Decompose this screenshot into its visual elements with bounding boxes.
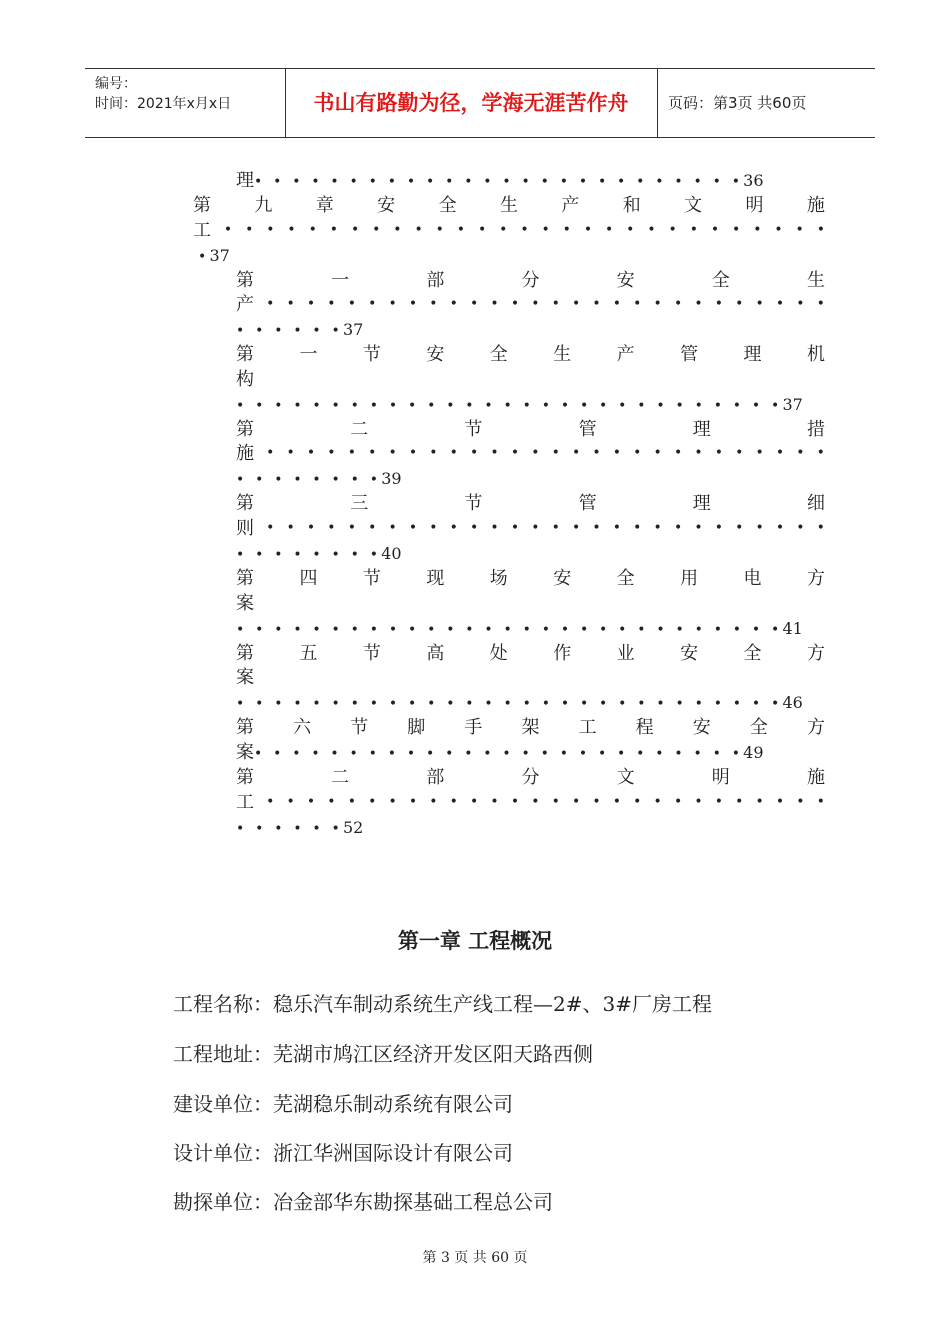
- toc-line: [236, 491, 825, 516]
- toc-leader-dot: •: [694, 445, 703, 461]
- toc-char: 方: [806, 568, 825, 589]
- toc-leader-dot: •: [668, 222, 677, 238]
- toc-char: 三: [350, 493, 369, 514]
- page-footer: 第 3 页 共 60 页: [422, 1250, 528, 1266]
- toc-char: 安: [680, 643, 699, 664]
- toc-leader-dot: •: [327, 520, 336, 536]
- toc-leader-dot: •: [755, 794, 764, 810]
- toc-leader-dots: • • • • • •: [236, 821, 343, 837]
- toc-char: 手: [464, 717, 483, 738]
- toc-leader-dots: • • • • • • • • • • • • • • • • • • • • • • • • • •: [254, 746, 744, 762]
- toc-char: 一: [299, 344, 318, 365]
- toc-char: 生: [806, 270, 825, 291]
- toc-char: 全: [749, 717, 768, 738]
- design-unit: 设计单位：浙江华洲国际设计有限公司: [173, 1141, 513, 1165]
- chapter-title: 第一章 工程概况: [397, 929, 553, 953]
- toc-leader-dot: •: [490, 520, 499, 536]
- toc-leader-dot: •: [653, 296, 662, 312]
- toc-leader-dot: •: [266, 445, 275, 461]
- toc-leader-dot: •: [456, 222, 466, 238]
- toc-leader-dot: •: [775, 520, 785, 536]
- toc-leader-dot: •: [673, 445, 683, 461]
- toc-char: 文: [616, 767, 635, 788]
- project-name: 工程名称：稳乐汽车制动系统生产线工程—2#、3#厂房工程: [173, 992, 712, 1016]
- toc-leader-dot: •: [449, 520, 458, 536]
- toc-leader-dot: •: [372, 222, 381, 238]
- toc-leader-dot: •: [368, 520, 377, 536]
- toc-line: [236, 715, 825, 740]
- document-time-label: 时间：2021年x月x日: [95, 96, 232, 112]
- toc-char: 节: [464, 419, 483, 440]
- toc-leader-dots: • • • • • •: [236, 323, 343, 339]
- toc-char: 构: [236, 369, 254, 390]
- toc-char: 全: [711, 270, 730, 291]
- toc-leader-dot: •: [551, 520, 560, 536]
- toc-char: 理: [743, 344, 762, 365]
- toc-leader-dot: •: [551, 445, 560, 461]
- toc-char: 施: [236, 443, 254, 464]
- toc-leader-dot: •: [694, 520, 703, 536]
- toc-leader-dot: •: [350, 222, 360, 238]
- toc-char: 安: [692, 717, 711, 738]
- toc-leader-dot: •: [286, 296, 295, 312]
- toc-char: 第: [236, 419, 254, 440]
- toc-char: 电: [743, 568, 762, 589]
- document-number-label: 编号：: [95, 76, 137, 92]
- toc-char: 产: [236, 294, 254, 315]
- toc-leader-dot: •: [470, 520, 479, 536]
- toc-leader-dot: •: [653, 794, 662, 810]
- toc-line: [236, 815, 363, 840]
- toc-leader-dot: •: [408, 794, 418, 810]
- toc-char: 明: [745, 195, 764, 216]
- toc-char: 第: [193, 195, 211, 216]
- header-motto: 书山有路勤为径，学海无涯苦作舟: [313, 91, 629, 115]
- toc-leader-dot: •: [286, 520, 295, 536]
- toc-leader-dot: •: [775, 445, 785, 461]
- toc-leader-dot: •: [286, 794, 295, 810]
- toc-char: 节: [362, 568, 381, 589]
- toc-leader-dot: •: [266, 296, 275, 312]
- toc-leader-dot: •: [816, 296, 825, 312]
- toc-leader-dot: •: [327, 794, 336, 810]
- toc-char: 场: [489, 568, 508, 589]
- toc-leader-dot: •: [816, 794, 825, 810]
- toc-leader-dot: •: [714, 794, 723, 810]
- toc-leader-dot: •: [816, 222, 825, 238]
- toc-leader-dot: •: [816, 445, 825, 461]
- toc-page-number: 49: [743, 743, 764, 762]
- toc-char: 工: [578, 717, 597, 738]
- toc-line: [193, 218, 825, 243]
- toc-leader-dot: •: [633, 445, 642, 461]
- toc-page-number: 41: [782, 619, 803, 638]
- toc-leader-dot: •: [775, 296, 785, 312]
- toc-page-number: 52: [343, 818, 364, 837]
- toc-leader-dot: •: [592, 296, 601, 312]
- toc-leader-dot: •: [796, 296, 805, 312]
- toc-leader-dot: •: [408, 445, 418, 461]
- toc-char: 节: [464, 493, 483, 514]
- toc-line: [236, 765, 825, 790]
- toc-leader-dot: •: [245, 222, 254, 238]
- toc-leader-dot: •: [408, 520, 418, 536]
- toc-leader-dot: •: [753, 222, 762, 238]
- toc-char: 五: [299, 643, 318, 664]
- toc-leader-dot: •: [732, 222, 741, 238]
- toc-leader-dot: •: [571, 520, 581, 536]
- toc-char: 生: [553, 344, 572, 365]
- toc-leader-dot: •: [571, 445, 581, 461]
- toc-leader-dots: •: [198, 249, 210, 265]
- toc-page-number: 37: [343, 320, 364, 339]
- toc-leader-dot: •: [531, 296, 540, 312]
- toc-leader-dot: •: [551, 794, 560, 810]
- toc-leader-dot: •: [735, 794, 744, 810]
- toc-leader-dot: •: [551, 296, 560, 312]
- toc-leader-dots: • • • • • • • • • • • • • • • • • • • • • • • • • •: [254, 174, 744, 190]
- toc-char: 全: [616, 568, 635, 589]
- toc-leader-dot: •: [490, 794, 499, 810]
- toc-leader-dot: •: [449, 445, 458, 461]
- toc-char: 机: [806, 344, 825, 365]
- toc-char: 节: [362, 344, 381, 365]
- toc-char: 产: [561, 195, 580, 216]
- toc-leader-dot: •: [308, 222, 317, 238]
- toc-line: [236, 466, 402, 491]
- toc-char: 第: [236, 344, 254, 365]
- toc-char: 程: [635, 717, 654, 738]
- toc-char: 章: [315, 195, 334, 216]
- toc-leader-dot: •: [306, 794, 316, 810]
- toc-char: 安: [377, 195, 396, 216]
- toc-leader-dot: •: [673, 296, 683, 312]
- toc-char: 第: [236, 270, 254, 291]
- toc-leader-dot: •: [388, 520, 397, 536]
- toc-char: 案: [236, 742, 254, 763]
- toc-leader-dot: •: [592, 520, 601, 536]
- toc-leader-dot: •: [735, 520, 744, 536]
- toc-leader-dot: •: [347, 296, 356, 312]
- toc-char: 管: [578, 419, 597, 440]
- toc-char: 一: [331, 270, 350, 291]
- toc-leader-dot: •: [368, 296, 377, 312]
- toc-char: 第: [236, 767, 254, 788]
- toc-char: 安: [553, 568, 572, 589]
- toc-line: [236, 541, 402, 566]
- toc-line: [236, 417, 825, 442]
- toc-leader-dot: •: [388, 794, 397, 810]
- toc-char: 第: [236, 493, 254, 514]
- toc-leader-dot: •: [499, 222, 508, 238]
- toc-char: 四: [299, 568, 318, 589]
- toc-char: 理: [692, 493, 711, 514]
- toc-leader-dot: •: [477, 222, 487, 238]
- toc-leader-dot: •: [710, 222, 720, 238]
- toc-char: 生: [499, 195, 518, 216]
- toc-leader-dot: •: [449, 296, 458, 312]
- toc-leader-dot: •: [510, 445, 520, 461]
- toc-char: 作: [553, 643, 572, 664]
- toc-line: [236, 591, 254, 616]
- toc-line: [236, 317, 363, 342]
- toc-leader-dot: •: [393, 222, 402, 238]
- toc-char: 则: [236, 518, 254, 539]
- toc-leader-dot: •: [531, 520, 540, 536]
- toc-char: 和: [622, 195, 641, 216]
- toc-char: 节: [362, 643, 381, 664]
- toc-leader-dot: •: [520, 222, 529, 238]
- toc-leader-dot: •: [612, 520, 622, 536]
- toc-leader-dot: •: [327, 296, 336, 312]
- toc-line: [236, 566, 825, 591]
- toc-char: 第: [236, 568, 254, 589]
- toc-leader-dot: •: [490, 296, 499, 312]
- toc-line: [236, 740, 764, 765]
- toc-char: 二: [331, 767, 350, 788]
- toc-leader-dot: •: [347, 520, 356, 536]
- toc-leader-dot: •: [541, 222, 550, 238]
- toc-line: [236, 392, 803, 417]
- header-page-number: 页码：第3页 共60页: [668, 94, 807, 112]
- toc-leader-dot: •: [306, 296, 316, 312]
- toc-leader-dots: • • • • • • • •: [236, 472, 382, 488]
- toc-char: 工: [193, 220, 211, 241]
- toc-char: 工: [236, 792, 254, 813]
- toc-leader-dot: •: [408, 296, 418, 312]
- toc-leader-dot: •: [714, 296, 723, 312]
- toc-leader-dots: • • • • • • • •: [236, 547, 382, 563]
- toc-leader-dot: •: [414, 222, 423, 238]
- toc-leader-dot: •: [612, 794, 622, 810]
- toc-leader-dot: •: [531, 794, 540, 810]
- toc-leader-dot: •: [612, 445, 622, 461]
- toc-leader-dot: •: [266, 222, 275, 238]
- toc-leader-dot: •: [571, 794, 581, 810]
- construction-unit: 建设单位：芜湖稳乐制动系统有限公司: [173, 1092, 513, 1116]
- toc-leader-dot: •: [626, 222, 635, 238]
- toc-leader-dot: •: [429, 296, 438, 312]
- toc-char: 方: [806, 717, 825, 738]
- toc-page-number: 40: [381, 544, 402, 563]
- toc-line: [193, 193, 825, 218]
- toc-leader-dot: •: [694, 794, 703, 810]
- toc-char: 安: [426, 344, 445, 365]
- toc-leader-dot: •: [368, 794, 377, 810]
- toc-leader-dots: • • • • • • • • • • • • • • • • • • • • • • • • • • • • •: [236, 622, 783, 638]
- toc-page-number: 37: [209, 246, 230, 265]
- toc-leader-dot: •: [796, 794, 805, 810]
- toc-leader-dot: •: [592, 445, 601, 461]
- toc-char: 施: [806, 767, 825, 788]
- toc-char: 六: [293, 717, 312, 738]
- toc-leader-dot: •: [694, 296, 703, 312]
- toc-line: [236, 367, 254, 392]
- toc-char: 二: [350, 419, 369, 440]
- toc-leader-dot: •: [612, 296, 622, 312]
- toc-leader-dot: •: [816, 520, 825, 536]
- toc-char: 分: [521, 270, 540, 291]
- toc-leader-dot: •: [633, 794, 642, 810]
- toc-leader-dot: •: [429, 794, 438, 810]
- toc-line: [236, 616, 803, 641]
- toc-leader-dot: •: [571, 296, 581, 312]
- toc-leader-dot: •: [673, 520, 683, 536]
- toc-leader-dot: •: [714, 520, 723, 536]
- toc-char: 管: [578, 493, 597, 514]
- toc-page-number: 39: [381, 469, 402, 488]
- toc-line: [236, 268, 825, 293]
- toc-leader-dot: •: [435, 222, 444, 238]
- toc-char: 理: [692, 419, 711, 440]
- toc-line: [236, 342, 825, 367]
- toc-char: 明: [711, 767, 730, 788]
- toc-char: 产: [616, 344, 635, 365]
- toc-leader-dot: •: [633, 520, 642, 536]
- toc-char: 用: [680, 568, 699, 589]
- toc-line: [236, 665, 254, 690]
- header-meta: [85, 69, 285, 137]
- toc-leader-dot: •: [449, 794, 458, 810]
- toc-leader-dot: •: [592, 794, 601, 810]
- toc-leader-dot: •: [689, 222, 698, 238]
- toc-leader-dot: •: [490, 445, 499, 461]
- toc-leader-dot: •: [470, 445, 479, 461]
- page-header: [85, 68, 875, 138]
- toc-leader-dot: •: [653, 445, 662, 461]
- toc-leader-dot: •: [510, 520, 520, 536]
- toc-line: [236, 292, 825, 317]
- toc-leader-dot: •: [633, 296, 642, 312]
- toc-leader-dot: •: [583, 222, 593, 238]
- toc-leader-dot: •: [774, 222, 783, 238]
- toc-char: 全: [743, 643, 762, 664]
- toc-leader-dot: •: [266, 520, 275, 536]
- toc-char: 细: [806, 493, 825, 514]
- toc-leader-dot: •: [562, 222, 571, 238]
- toc-leader-dot: •: [653, 520, 662, 536]
- toc-leader-dot: •: [796, 445, 805, 461]
- toc-leader-dot: •: [714, 445, 723, 461]
- toc-leader-dot: •: [796, 520, 805, 536]
- toc-char: 全: [438, 195, 457, 216]
- toc-char: 案: [236, 667, 254, 688]
- toc-leader-dot: •: [510, 296, 520, 312]
- toc-leader-dot: •: [531, 445, 540, 461]
- toc-char: 分: [521, 767, 540, 788]
- survey-unit: 勘探单位：冶金部华东勘探基础工程总公司: [173, 1190, 553, 1214]
- toc-char: 节: [350, 717, 369, 738]
- toc-leader-dot: •: [605, 222, 614, 238]
- toc-char: 管: [680, 344, 699, 365]
- toc-char: 全: [489, 344, 508, 365]
- toc-leader-dot: •: [223, 222, 233, 238]
- toc-char: 理: [236, 170, 254, 191]
- toc-leader-dot: •: [775, 794, 785, 810]
- toc-line: [236, 441, 825, 466]
- toc-leader-dot: •: [755, 445, 764, 461]
- toc-leader-dot: •: [306, 520, 316, 536]
- toc-line: [236, 790, 825, 815]
- toc-leader-dot: •: [329, 222, 339, 238]
- toc-char: 安: [616, 270, 635, 291]
- toc-char: 脚: [407, 717, 426, 738]
- toc-leader-dot: •: [470, 794, 479, 810]
- toc-char: 方: [806, 643, 825, 664]
- toc-leader-dot: •: [287, 222, 296, 238]
- toc-leader-dot: •: [327, 445, 336, 461]
- toc-leader-dot: •: [347, 794, 356, 810]
- toc-leader-dot: •: [347, 445, 356, 461]
- toc-leader-dot: •: [673, 794, 683, 810]
- header-divider: [657, 69, 658, 137]
- toc-char: 处: [489, 643, 508, 664]
- toc-leader-dot: •: [286, 445, 295, 461]
- toc-char: 第: [236, 643, 254, 664]
- toc-leader-dot: •: [795, 222, 804, 238]
- toc-char: 第: [236, 717, 254, 738]
- toc-char: 文: [684, 195, 703, 216]
- toc-leader-dot: •: [388, 445, 397, 461]
- toc-char: 案: [236, 593, 254, 614]
- toc-leader-dot: •: [306, 445, 316, 461]
- toc-leader-dot: •: [429, 445, 438, 461]
- toc-line: [236, 690, 803, 715]
- toc-leader-dots: • • • • • • • • • • • • • • • • • • • • • • • • • • • • •: [236, 398, 783, 414]
- toc-line: [236, 641, 825, 666]
- toc-line: [236, 168, 764, 193]
- toc-char: 架: [521, 717, 540, 738]
- toc-leader-dot: •: [735, 445, 744, 461]
- toc-leader-dot: •: [647, 222, 656, 238]
- toc-page-number: 46: [782, 693, 803, 712]
- toc-leader-dot: •: [510, 794, 520, 810]
- toc-char: 措: [806, 419, 825, 440]
- toc-leader-dot: •: [735, 296, 744, 312]
- toc-char: 施: [806, 195, 825, 216]
- toc-leader-dot: •: [266, 794, 275, 810]
- toc-char: 高: [426, 643, 445, 664]
- toc-leader-dot: •: [470, 296, 479, 312]
- toc-leader-dot: •: [388, 296, 397, 312]
- toc-leader-dot: •: [429, 520, 438, 536]
- toc-char: 现: [426, 568, 445, 589]
- toc-page-number: 36: [743, 171, 764, 190]
- toc-leader-dot: •: [755, 296, 764, 312]
- toc-line: [198, 243, 230, 268]
- toc-char: 部: [426, 767, 445, 788]
- toc-leader-dot: •: [368, 445, 377, 461]
- toc-line: [236, 516, 825, 541]
- project-address: 工程地址：芜湖市鸠江区经济开发区阳天路西侧: [173, 1042, 593, 1066]
- toc-leader-dots: • • • • • • • • • • • • • • • • • • • • • • • • • • • • •: [236, 696, 783, 712]
- toc-char: 九: [254, 195, 273, 216]
- toc-char: 部: [426, 270, 445, 291]
- toc-leader-dot: •: [755, 520, 764, 536]
- toc-char: 业: [616, 643, 635, 664]
- toc-page-number: 37: [782, 395, 803, 414]
